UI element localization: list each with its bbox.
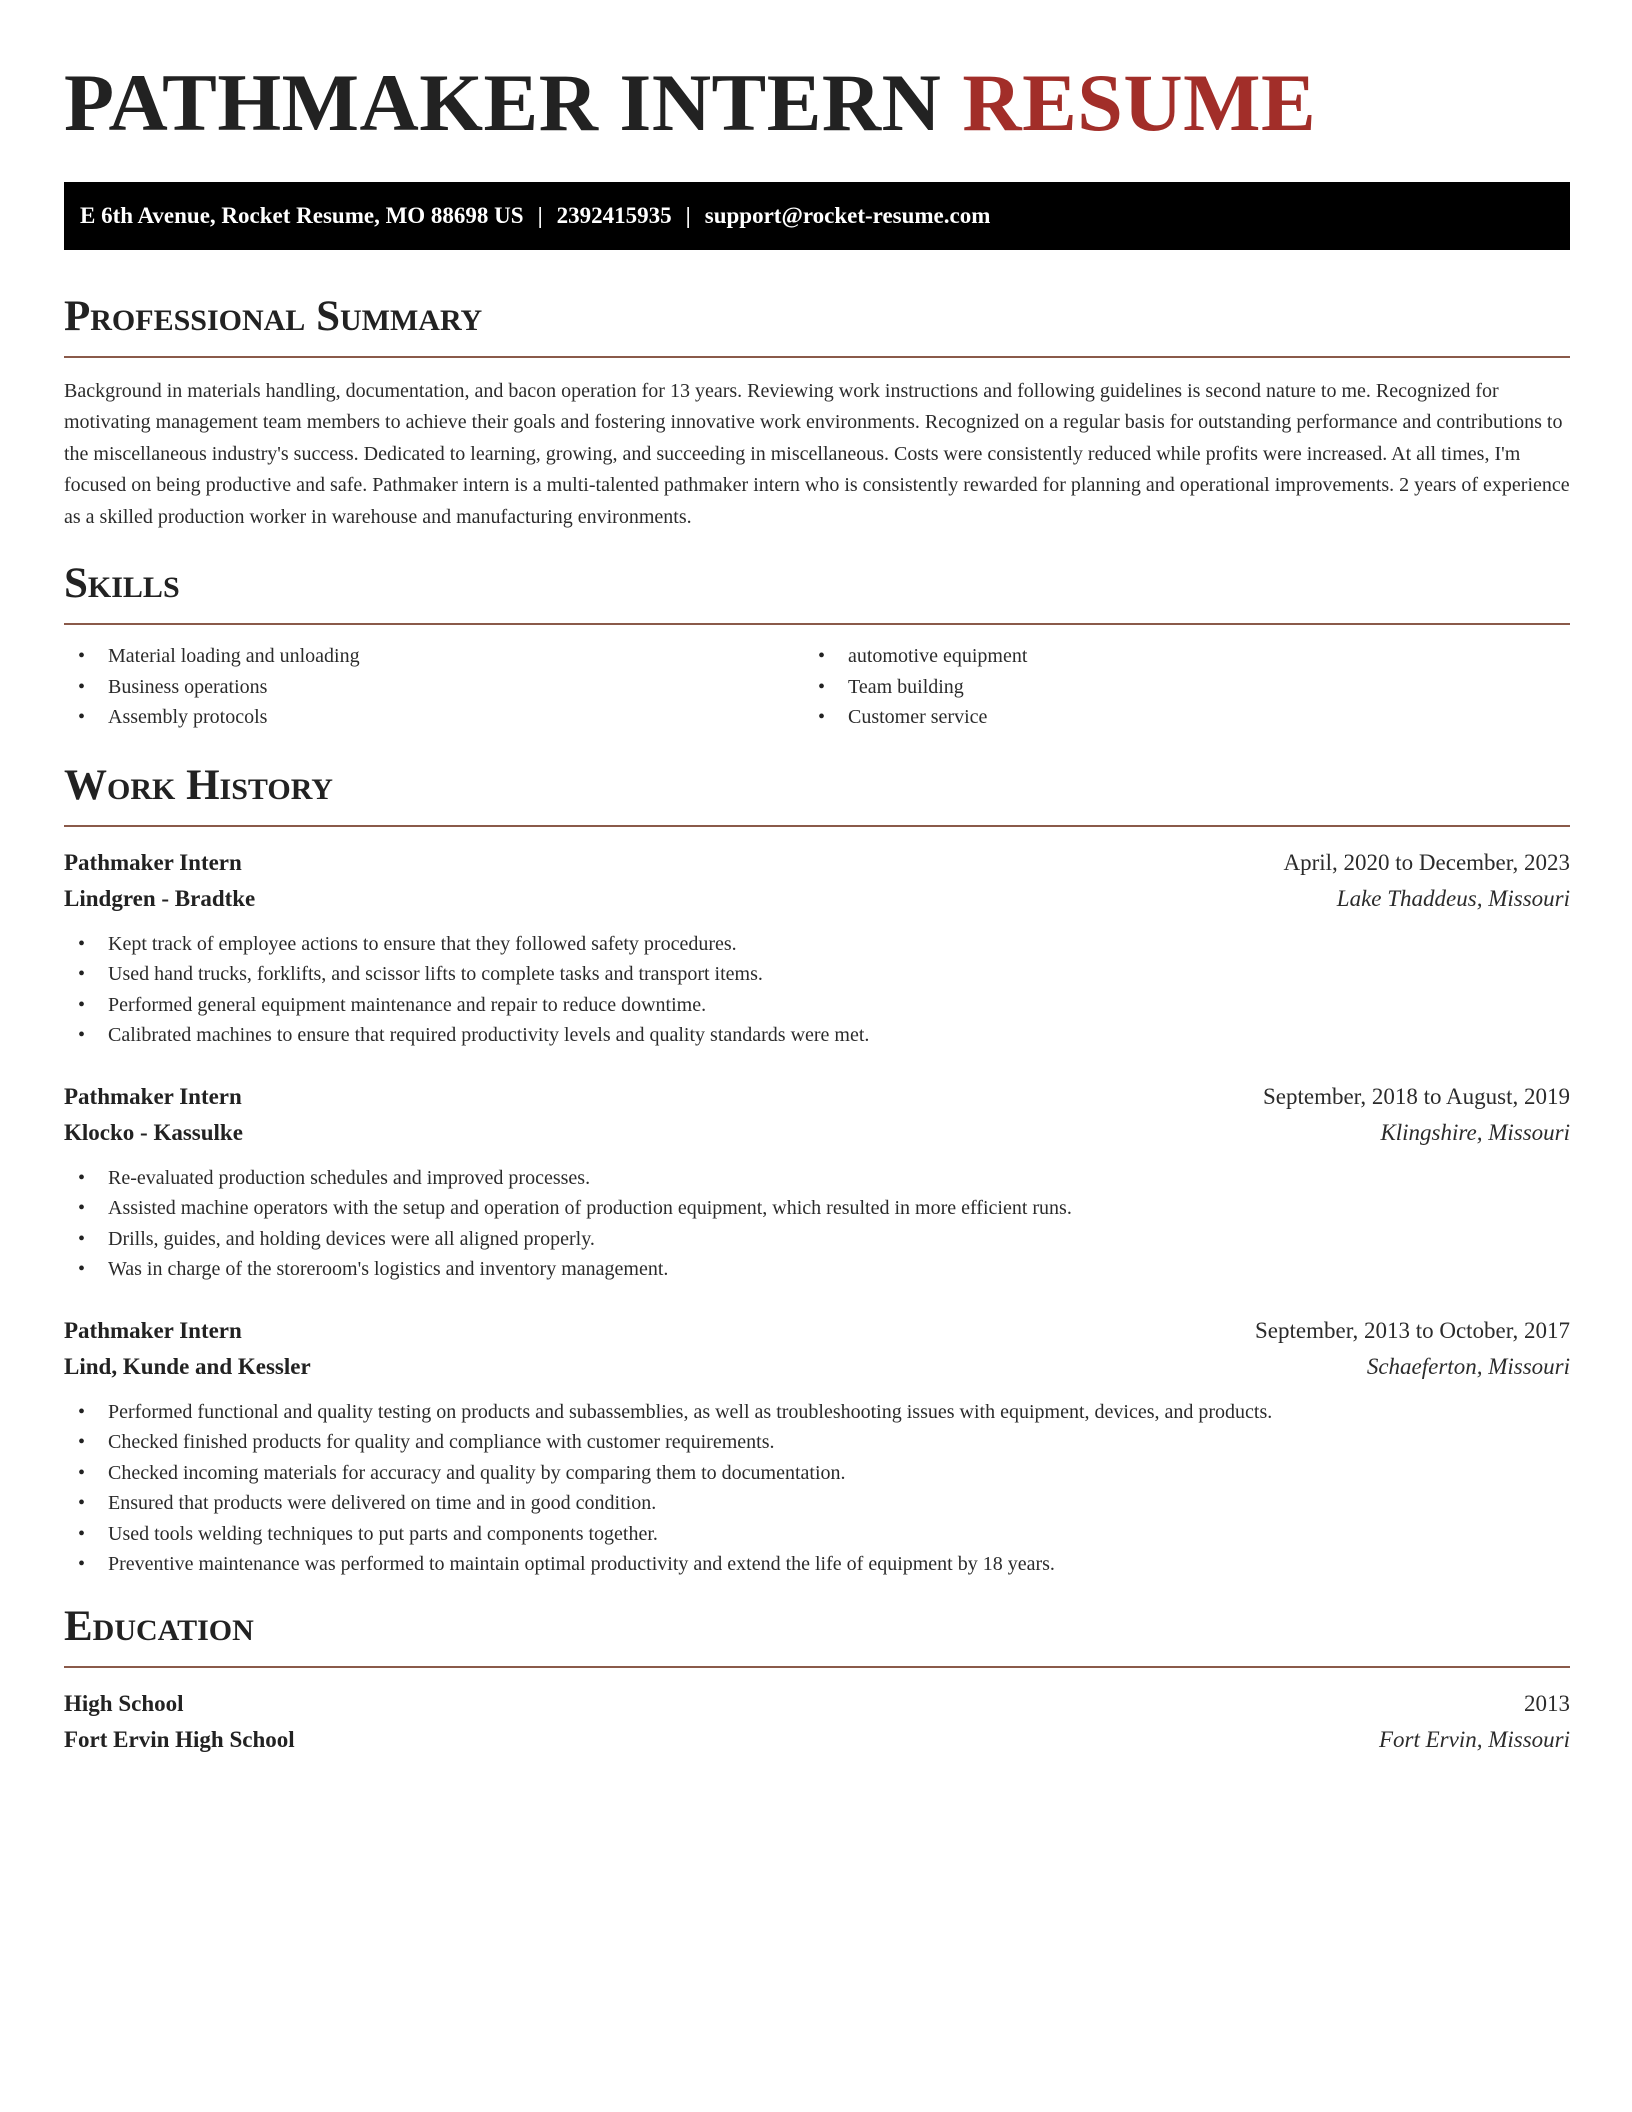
job-header bbox=[64, 1313, 1570, 1349]
skills-column-left bbox=[64, 641, 804, 733]
skills-section bbox=[64, 559, 1570, 733]
job-dates: September, 2013 to October, 2017 bbox=[1255, 1317, 1570, 1343]
skills-column-right bbox=[804, 641, 1544, 733]
job-dates: April, 2020 to December, 2023 bbox=[1283, 849, 1570, 875]
section-heading-education: Education bbox=[64, 1602, 254, 1650]
section-heading-work-history: Work History bbox=[64, 761, 333, 809]
education-year: 2013 bbox=[1524, 1690, 1570, 1716]
skill-item: • Assembly protocols bbox=[64, 702, 804, 733]
job-bullet: • Calibrated machines to ensure that required productivity levels and quality standards were met. bbox=[64, 1020, 1570, 1051]
education-header bbox=[64, 1686, 1570, 1722]
contact-phone: 2392415935 bbox=[556, 203, 672, 228]
section-divider bbox=[64, 356, 1570, 358]
job-bullets bbox=[64, 929, 1570, 1051]
job-bullet: • Checked finished products for quality and compliance with customer requirements. bbox=[64, 1427, 1570, 1458]
job-bullet: • Assisted machine operators with the setup and operation of production equipment, which resulted in more efficient runs. bbox=[64, 1193, 1570, 1224]
job-bullet: • Drills, guides, and holding devices were all aligned properly. bbox=[64, 1224, 1570, 1255]
summary-section bbox=[64, 292, 1570, 533]
education-degree: High School bbox=[64, 1690, 184, 1716]
skills-list bbox=[64, 641, 1570, 733]
job-entry bbox=[64, 1079, 1570, 1285]
resume-title bbox=[64, 0, 1570, 150]
job-bullet: • Checked incoming materials for accuracy and quality by comparing them to documentation. bbox=[64, 1458, 1570, 1489]
contact-email: support@rocket-resume.com bbox=[704, 203, 991, 228]
contact-separator: | bbox=[685, 203, 691, 228]
skill-item: • Business operations bbox=[64, 672, 804, 703]
education-section bbox=[64, 1602, 1570, 1758]
job-subheader bbox=[64, 1115, 1570, 1151]
section-divider bbox=[64, 1666, 1570, 1668]
education-subheader bbox=[64, 1722, 1570, 1758]
resume-content bbox=[64, 0, 1570, 1758]
job-bullet: • Re-evaluated production schedules and improved processes. bbox=[64, 1163, 1570, 1194]
section-divider bbox=[64, 623, 1570, 625]
job-title: Pathmaker Intern bbox=[64, 1317, 242, 1343]
job-company: Lind, Kunde and Kessler bbox=[64, 1353, 311, 1379]
job-bullets bbox=[64, 1397, 1570, 1580]
section-heading-summary: Professional Summary bbox=[64, 293, 483, 340]
job-bullet: • Used tools welding techniques to put parts and components together. bbox=[64, 1519, 1570, 1550]
job-header bbox=[64, 845, 1570, 881]
job-title: Pathmaker Intern bbox=[64, 849, 242, 875]
contact-address: E 6th Avenue, Rocket Resume, MO 88698 US bbox=[80, 203, 524, 228]
job-bullet: • Kept track of employee actions to ensure that they followed safety procedures. bbox=[64, 929, 1570, 960]
job-location: Schaeferton, Missouri bbox=[1366, 1353, 1570, 1379]
skill-item: • automotive equipment bbox=[804, 641, 1544, 672]
job-entry bbox=[64, 1313, 1570, 1580]
job-bullet: • Performed general equipment maintenance and repair to reduce downtime. bbox=[64, 990, 1570, 1021]
job-company: Lindgren - Bradtke bbox=[64, 885, 256, 911]
job-bullet: • Ensured that products were delivered on time and in good condition. bbox=[64, 1488, 1570, 1519]
title-accent: RESUME bbox=[962, 57, 1317, 148]
title-main: PATHMAKER INTERN bbox=[64, 57, 942, 148]
job-bullet: • Preventive maintenance was performed to maintain optimal productivity and extend the life of equipment by 18 years. bbox=[64, 1549, 1570, 1580]
skill-item: • Material loading and unloading bbox=[64, 641, 804, 672]
section-divider bbox=[64, 825, 1570, 827]
summary-text: Background in materials handling, documentation, and bacon operation for 13 years. Reviewing work instructions and following guidelines is second nature to me. Recognized for motivating management team members to achieve their goals and fostering innovative work environments. Recognized on a regular basis for outstanding performance and contributions to the miscellaneous industry's success. Dedicated to learning, growing, and succeeding in miscellaneous. Costs were consistently reduced while profits were increased. At all times, I'm focused on being productive and safe. Pathmaker intern is a multi-talented pathmaker intern who is consistently rewarded for planning and operational improvements. 2 years of experience as a skilled production worker in warehouse and manufacturing environments. bbox=[64, 380, 1570, 528]
skill-item: • Customer service bbox=[804, 702, 1544, 733]
contact-separator: | bbox=[537, 203, 543, 228]
contact-bar bbox=[64, 182, 1570, 250]
job-bullet: • Performed functional and quality testing on products and subassemblies, as well as troubleshooting issues with equipment, devices, and products. bbox=[64, 1397, 1570, 1428]
job-dates: September, 2018 to August, 2019 bbox=[1262, 1083, 1570, 1109]
education-school: Fort Ervin High School bbox=[64, 1726, 295, 1752]
job-bullet: • Was in charge of the storeroom's logistics and inventory management. bbox=[64, 1254, 1570, 1285]
job-bullets bbox=[64, 1163, 1570, 1285]
section-heading-skills: Skills bbox=[64, 560, 180, 608]
job-title: Pathmaker Intern bbox=[64, 1083, 242, 1109]
education-entry bbox=[64, 1686, 1570, 1758]
job-location: Klingshire, Missouri bbox=[1380, 1119, 1570, 1145]
education-location: Fort Ervin, Missouri bbox=[1378, 1726, 1570, 1752]
work-history-section bbox=[64, 761, 1570, 1580]
job-subheader bbox=[64, 881, 1570, 917]
job-subheader bbox=[64, 1349, 1570, 1385]
job-company: Klocko - Kassulke bbox=[64, 1119, 243, 1145]
job-bullet: • Used hand trucks, forklifts, and scissor lifts to complete tasks and transport items. bbox=[64, 959, 1570, 990]
job-location: Lake Thaddeus, Missouri bbox=[1336, 885, 1570, 911]
skill-item: • Team building bbox=[804, 672, 1544, 703]
job-header bbox=[64, 1079, 1570, 1115]
job-entry bbox=[64, 845, 1570, 1051]
